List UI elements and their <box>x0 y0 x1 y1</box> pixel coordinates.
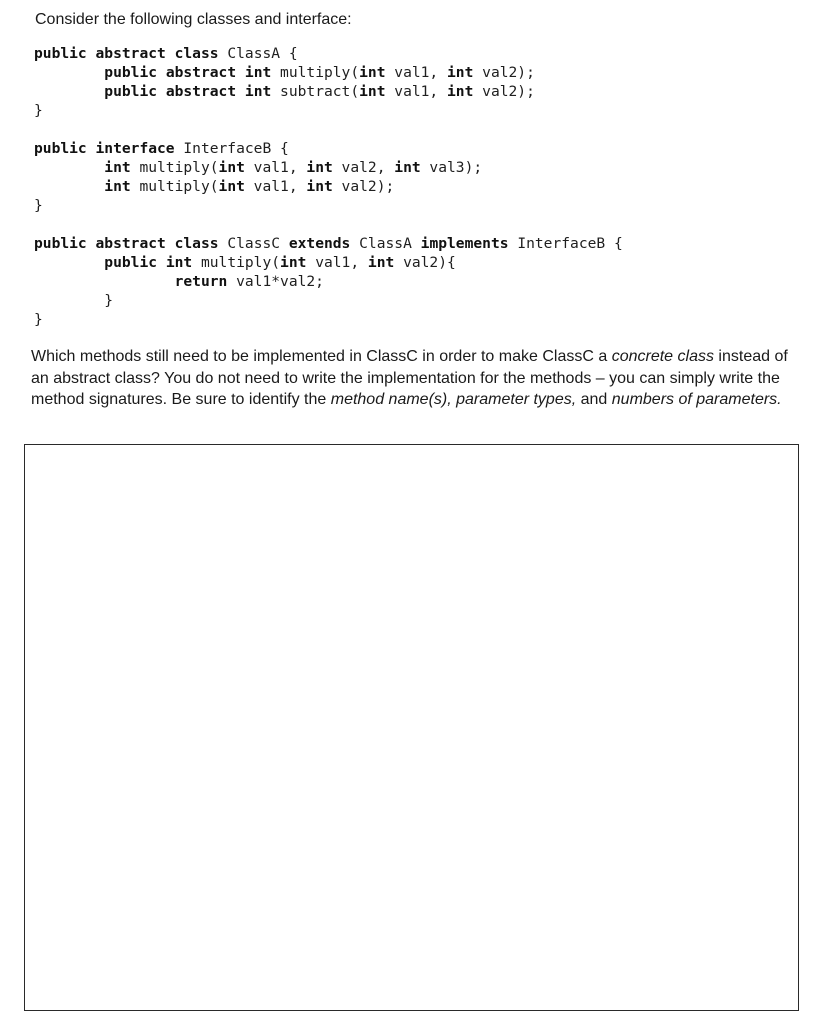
interface-b-method-multiply-2: int multiply(int val1, int val2); <box>104 178 395 195</box>
class-c-method-body: return val1*val2; <box>174 273 324 290</box>
intro-text: Consider the following classes and interface: <box>35 11 352 28</box>
class-c-code <box>34 234 623 329</box>
question-part-2: instead of an abstract class? You do not need to write the implementation for the methods – you can simply write the method signatures. Be sure to identify the <box>31 348 788 408</box>
class-a-code <box>34 44 535 120</box>
class-c-closing-brace: } <box>34 311 43 328</box>
class-a-closing-brace: } <box>34 102 43 119</box>
class-c-declaration: public abstract class ClassC extends ClassA implements InterfaceB { <box>34 235 623 252</box>
class-a-declaration: public abstract class ClassA { <box>34 45 298 62</box>
question-emphasis-numbers: numbers of parameters. <box>611 391 782 408</box>
class-a-method-subtract: public abstract int subtract(int val1, int val2); <box>104 83 535 100</box>
class-a-method-multiply: public abstract int multiply(int val1, int val2); <box>104 64 535 81</box>
question-text <box>31 346 791 411</box>
question-part-1: Which methods still need to be implemented in ClassC in order to make ClassC a <box>31 348 612 365</box>
class-c-method-closing-brace: } <box>104 292 114 309</box>
interface-b-closing-brace: } <box>34 197 43 214</box>
answer-box[interactable] <box>24 444 799 1011</box>
question-emphasis-concrete-class: concrete class <box>611 348 714 365</box>
class-c-method-signature: public int multiply(int val1, int val2){ <box>104 254 456 271</box>
question-part-3: and <box>576 391 612 408</box>
interface-b-declaration: public interface InterfaceB { <box>34 140 289 157</box>
interface-b-method-multiply-3: int multiply(int val1, int val2, int val3); <box>104 159 483 176</box>
interface-b-code <box>34 139 482 215</box>
question-emphasis-method-names: method name(s), parameter types, <box>330 391 577 408</box>
